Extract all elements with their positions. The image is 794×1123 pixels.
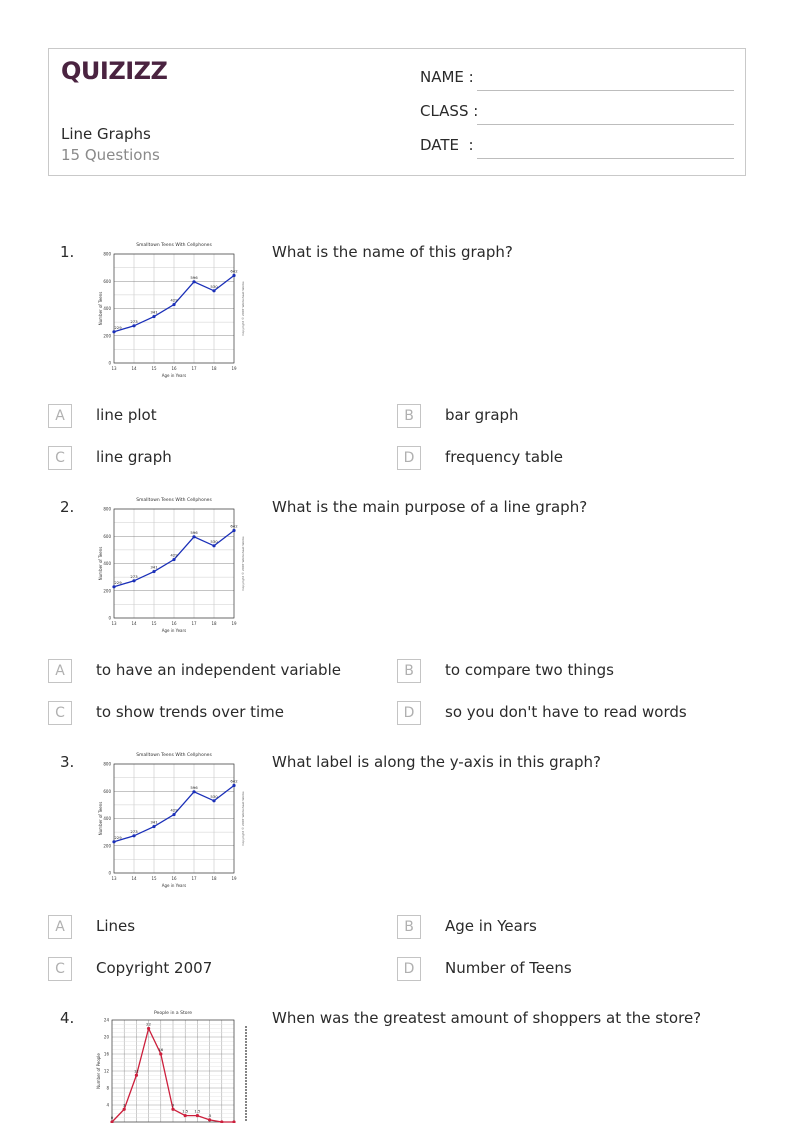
data-label: 596 [190, 274, 198, 280]
x-tick-label: 18 [211, 366, 217, 371]
question-image-line-graph [94, 750, 254, 892]
quizizz-logo: QUIZIZZ [61, 57, 168, 85]
y-tick-label: 24 [103, 1017, 109, 1023]
data-label: 1.5 [194, 1108, 201, 1114]
option-letter: C [48, 957, 72, 981]
class-label: CLASS : [420, 102, 479, 120]
question-text: When was the greatest amount of shoppers at the store? [272, 1009, 702, 1027]
data-label: 596 [190, 529, 198, 535]
data-point [152, 825, 155, 828]
class-field[interactable] [420, 102, 734, 126]
y-tick-label: 400 [103, 306, 111, 311]
option-text: so you don't have to read words [445, 703, 687, 721]
data-point [184, 1114, 187, 1117]
x-tick-label: 15 [151, 876, 157, 881]
chart-title: People in a Store [154, 1011, 192, 1016]
option-text: to show trends over time [96, 703, 285, 721]
data-label: .5 [207, 1112, 212, 1118]
y-tick-label: 800 [103, 761, 111, 767]
data-label: 642 [230, 523, 238, 529]
data-point [172, 303, 175, 306]
data-label: 229 [114, 834, 122, 840]
date-line[interactable] [477, 158, 734, 159]
data-label: 530 [210, 283, 218, 289]
x-tick-label: 15 [151, 621, 157, 626]
y-tick-label: 600 [103, 278, 111, 284]
question-image-line-graph [94, 240, 254, 382]
name-field[interactable] [420, 68, 734, 92]
question-number: 3. [60, 753, 75, 771]
y-tick-label: 800 [103, 251, 111, 257]
option-letter: B [397, 659, 421, 683]
y-tick-label: 16 [103, 1051, 109, 1057]
data-label: 341 [150, 564, 158, 570]
data-label: 3 [171, 1102, 175, 1108]
data-point [123, 1108, 126, 1111]
x-axis-label: Age in Years [161, 628, 187, 633]
data-label: 229 [114, 324, 122, 330]
data-label: 642 [230, 268, 238, 274]
data-label: 341 [150, 309, 158, 315]
option-text: line plot [96, 406, 157, 424]
data-point [212, 799, 215, 802]
question-image-line-graph [94, 495, 254, 637]
data-point [132, 579, 135, 582]
y-tick-label: 20 [103, 1034, 109, 1040]
data-point [232, 529, 235, 532]
data-label: 16 [158, 1047, 164, 1052]
data-point [112, 330, 115, 333]
date-label: DATE : [420, 136, 474, 154]
y-axis-label: Number of Teens [98, 801, 103, 836]
question-text: What label is along the y-axis in this graph? [272, 753, 601, 771]
option-letter: B [397, 404, 421, 428]
data-point [135, 1074, 138, 1077]
copyright-note: Copyright © 2007 Worksheet Works [241, 281, 245, 336]
chart-title: Smalltown Teens With Cellphones [136, 243, 212, 248]
question-text: What is the name of this graph? [272, 243, 513, 261]
data-point [192, 280, 195, 283]
data-point [171, 1108, 174, 1111]
question-number: 1. [60, 243, 75, 261]
option-letter: C [48, 701, 72, 725]
data-label: 530 [210, 793, 218, 799]
data-point [172, 813, 175, 816]
data-label: 273 [130, 318, 138, 324]
y-axis-label: Number of Teens [98, 291, 103, 326]
x-tick-label: 16 [171, 366, 177, 371]
x-tick-label: 16 [171, 876, 177, 881]
option-text: bar graph [445, 406, 519, 424]
data-label: 642 [230, 778, 238, 784]
option-text: Copyright 2007 [96, 959, 213, 977]
x-tick-label: 13 [111, 876, 117, 881]
x-tick-label: 13 [111, 366, 117, 371]
y-tick-label: 0 [108, 615, 111, 621]
x-axis-label: Age in Years [161, 883, 187, 888]
y-tick-label: 800 [103, 506, 111, 512]
data-label: 1.5 [182, 1108, 189, 1114]
chart-title: Smalltown Teens With Cellphones [136, 753, 212, 758]
question-count: 15 Questions [61, 146, 160, 164]
data-point [192, 790, 195, 793]
y-tick-label: 0 [108, 870, 111, 876]
class-line[interactable] [477, 124, 734, 125]
option-text: line graph [96, 448, 172, 466]
question-image-line-graph [94, 1006, 254, 1123]
data-label: 273 [130, 573, 138, 579]
data-point [172, 558, 175, 561]
option-letter: C [48, 446, 72, 470]
option-letter: A [48, 659, 72, 683]
option-text: frequency table [445, 448, 563, 466]
x-tick-label: 16 [171, 621, 177, 626]
x-tick-label: 17 [191, 621, 197, 626]
name-label: NAME : [420, 68, 474, 86]
data-point [152, 315, 155, 318]
y-tick-label: 0 [108, 360, 111, 366]
x-tick-label: 19 [231, 876, 237, 881]
x-tick-label: 13 [111, 621, 117, 626]
y-tick-label: 600 [103, 788, 111, 794]
option-text: Age in Years [445, 917, 537, 935]
y-tick-label: 600 [103, 533, 111, 539]
option-letter: B [397, 915, 421, 939]
data-label: 22 [146, 1021, 152, 1027]
date-field[interactable] [420, 136, 734, 160]
data-point [159, 1052, 162, 1055]
y-tick-label: 200 [103, 843, 111, 849]
data-point [192, 535, 195, 538]
data-point [208, 1118, 211, 1121]
y-tick-label: 400 [103, 816, 111, 821]
data-point [132, 834, 135, 837]
data-label: 11 [133, 1068, 139, 1074]
name-line[interactable] [477, 90, 734, 91]
data-point [232, 784, 235, 787]
option-letter: D [397, 957, 421, 981]
question-text: What is the main purpose of a line graph? [272, 498, 588, 516]
data-label: 429 [170, 807, 178, 813]
y-tick-label: 12 [103, 1068, 109, 1074]
data-label: 530 [210, 538, 218, 544]
data-label: 229 [114, 579, 122, 585]
question-number: 4. [60, 1009, 75, 1027]
y-tick-label: 8 [106, 1085, 109, 1091]
data-point [212, 289, 215, 292]
data-label: 341 [150, 819, 158, 825]
copyright-note: Copyright © 2007 Worksheet Works [241, 791, 245, 846]
worksheet-title: Line Graphs [61, 125, 151, 143]
option-text: Number of Teens [445, 959, 572, 977]
x-tick-label: 17 [191, 876, 197, 881]
x-tick-label: 19 [231, 366, 237, 371]
data-label: 596 [190, 784, 198, 790]
x-tick-label: 14 [131, 366, 137, 371]
option-letter: A [48, 404, 72, 428]
x-axis-label: Age in Years [161, 373, 187, 378]
data-label: 429 [170, 297, 178, 303]
y-tick-label: 200 [103, 588, 111, 594]
y-tick-label: 200 [103, 333, 111, 339]
option-letter: A [48, 915, 72, 939]
copyright-note: Copyright © 2007 Worksheet Works [241, 536, 245, 591]
data-point [147, 1027, 150, 1030]
data-label: 429 [170, 552, 178, 558]
data-point [112, 840, 115, 843]
y-axis-label: Number of Teens [98, 546, 103, 581]
y-tick-label: 4 [106, 1102, 109, 1108]
option-text: to have an independent variable [96, 661, 341, 679]
worksheet-header [48, 48, 746, 176]
question-number: 2. [60, 498, 75, 516]
x-tick-label: 14 [131, 876, 137, 881]
data-point [196, 1114, 199, 1117]
data-point [112, 585, 115, 588]
x-tick-label: 18 [211, 621, 217, 626]
data-label: 3 [122, 1102, 126, 1108]
y-tick-label: 400 [103, 561, 111, 566]
x-tick-label: 17 [191, 366, 197, 371]
x-tick-label: 14 [131, 621, 137, 626]
option-text: Lines [96, 917, 136, 935]
option-text: to compare two things [445, 661, 614, 679]
data-point [212, 544, 215, 547]
option-letter: D [397, 701, 421, 725]
data-point [232, 274, 235, 277]
data-label: 0 [110, 1115, 114, 1120]
x-tick-label: 15 [151, 366, 157, 371]
data-label: 273 [130, 828, 138, 834]
chart-title: Smalltown Teens With Cellphones [136, 498, 212, 503]
option-letter: D [397, 446, 421, 470]
x-tick-label: 19 [231, 621, 237, 626]
data-point [132, 324, 135, 327]
x-tick-label: 18 [211, 876, 217, 881]
y-axis-label: Number of People [96, 1053, 101, 1089]
data-point [152, 570, 155, 573]
